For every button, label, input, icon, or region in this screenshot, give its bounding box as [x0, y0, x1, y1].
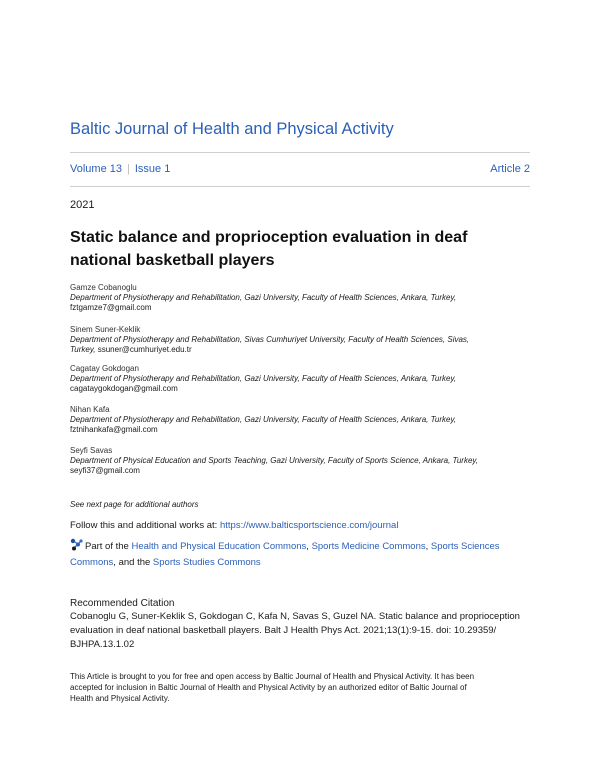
journal-url-link[interactable]: https://www.balticsportscience.com/journal [219, 520, 399, 531]
author-affiliation: Department of Physiotherapy and Rehabilitation, Gazi University, Faculty of Health Sciences, Ankara, Turkey, [70, 374, 457, 383]
commons-link-health-pe[interactable]: Health and Physical Education Commons [131, 541, 307, 552]
article-title: Static balance and proprioception evaluation in deaf national basketball players [70, 229, 468, 269]
volume-link[interactable]: Volume 13 [70, 163, 122, 175]
commons-link-sports-studies[interactable]: Sports Studies Commons [152, 557, 261, 568]
author-email: ssuner@cumhuriyet.edu.tr [97, 345, 192, 354]
follow-text: Follow this and additional works at: [70, 520, 220, 531]
footer-line: accepted for inclusion in Baltic Journal of Health and Physical Activity by an authorized editor of Baltic Journal of [70, 683, 467, 692]
author-block [70, 325, 530, 355]
part-of-commons [70, 538, 530, 571]
meta-separator: | [126, 163, 130, 175]
author-affiliation: Department of Physiotherapy and Rehabilitation, Gazi University, Faculty of Health Sciences, Ankara, Turkey, [70, 293, 457, 302]
author-block [70, 364, 530, 394]
commons-link-sports-sciences[interactable]: Sports Sciences [430, 541, 500, 552]
part-of-sep: , [306, 541, 312, 552]
divider-top [70, 152, 530, 153]
author-name: Seyfi Savas [70, 446, 113, 455]
citation-line: evaluation in deaf national basketball players. Balt J Health Phys Act. 2021;13(1):9-15. doi: 10.29359/ [70, 625, 497, 636]
issue-link[interactable]: Issue 1 [134, 163, 171, 175]
author-affiliation-cont: Turkey, [70, 345, 96, 354]
citation-line: Cobanoglu G, Suner-Keklik S, Gokdogan C, Kafa N, Savas S, Guzel NA. Static balance and proprioception [70, 611, 520, 622]
follow-line [70, 520, 398, 531]
commons-link-sports-sciences-cont[interactable]: Commons [70, 557, 114, 568]
author-email: fztnihankafa@gmail.com [70, 425, 158, 434]
author-affiliation: Department of Physiotherapy and Rehabilitation, Gazi University, Faculty of Health Sciences, Ankara, Turkey, [70, 415, 457, 424]
author-block [70, 283, 530, 313]
author-name: Sinem Suner-Keklik [70, 325, 141, 334]
issue-meta-row [70, 163, 530, 175]
author-affiliation: Department of Physical Education and Sports Teaching, Gazi University, Faculty of Sports Science, Ankara, Turkey, [70, 456, 479, 465]
citation-line: BJHPA.13.1.02 [70, 639, 135, 650]
author-name: Nihan Kafa [70, 405, 110, 414]
part-of-sep: , [425, 541, 431, 552]
author-email: seyfi37@gmail.com [70, 466, 140, 475]
footer-line: Health and Physical Activity. [70, 694, 170, 703]
divider-bottom [70, 186, 530, 187]
part-of-prefix: Part of the [85, 541, 132, 552]
author-block [70, 405, 530, 435]
journal-title[interactable]: Baltic Journal of Health and Physical Activity [70, 120, 394, 138]
author-block [70, 446, 530, 476]
author-affiliation: Department of Physiotherapy and Rehabilitation, Sivas Cumhuriyet University, Faculty of Health Sciences, Sivas, [70, 335, 470, 344]
network-icon [70, 538, 83, 551]
citation-heading: Recommended Citation [70, 598, 175, 609]
citation-body [70, 610, 530, 652]
see-next-page-note: See next page for additional authors [70, 500, 199, 509]
footer-line: This Article is brought to you for free and open access by Baltic Journal of Health and Physical Activity. It has been [70, 672, 475, 681]
author-email: fztgamze7@gmail.com [70, 303, 152, 312]
author-email: cagataygokdogan@gmail.com [70, 384, 178, 393]
author-name: Cagatay Gokdogan [70, 364, 139, 373]
publication-year: 2021 [70, 199, 95, 211]
article-link[interactable]: Article 2 [490, 163, 530, 175]
author-name: Gamze Cobanoglu [70, 283, 137, 292]
part-of-sep: , and the [113, 557, 153, 568]
commons-link-sports-medicine[interactable]: Sports Medicine Commons [311, 541, 426, 552]
open-access-note [70, 671, 530, 704]
